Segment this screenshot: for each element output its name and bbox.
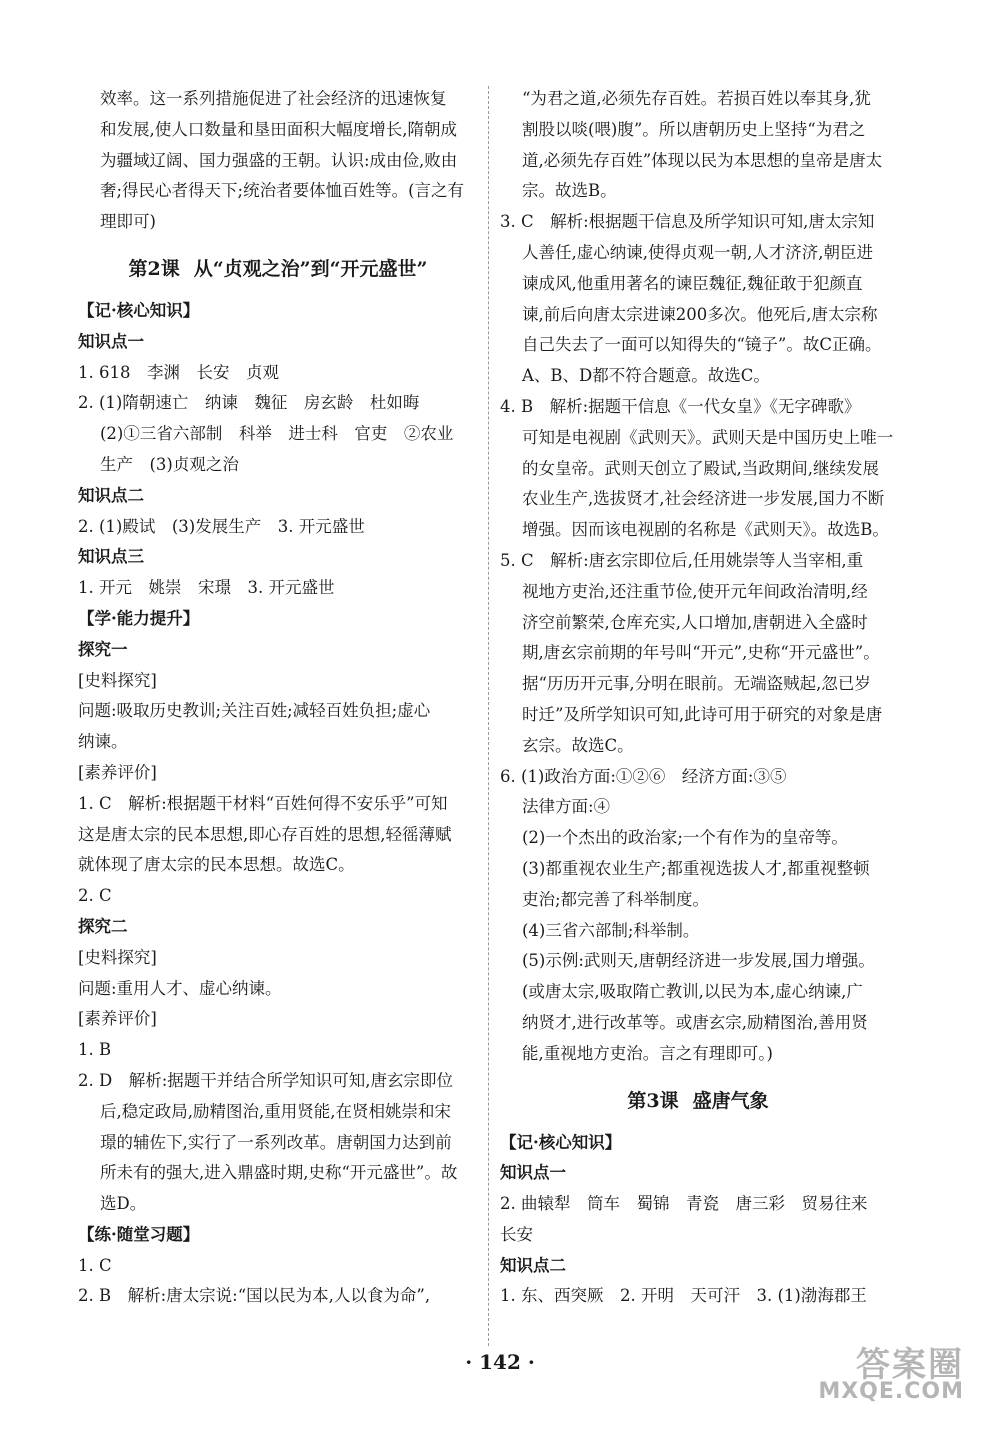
section-heading: 知识点一 xyxy=(500,1163,566,1183)
watermark-logo xyxy=(770,1337,970,1411)
right-column xyxy=(500,84,896,1312)
answer-line: 1. C 解析:根据题干材料“百姓何得不安乐乎”可知 xyxy=(78,793,448,813)
answer-line: 4. B 解析:据题干信息《一代女皇》《无字碑歌》 xyxy=(500,396,861,416)
answer-line: 6. (1)政治方面:①②⑥ 经济方面:③⑤ xyxy=(500,766,787,786)
answer-line: (2)①三省六部制 科举 进士科 官吏 ②农业 xyxy=(100,424,454,444)
lesson-name: 盛唐气象 xyxy=(692,1089,769,1112)
watermark-text: 答案圈 xyxy=(856,1345,964,1385)
answer-line: 1. B xyxy=(78,1040,112,1060)
answer-line: (2)一个杰出的政治家;一个有作为的皇帝等。 xyxy=(522,828,848,848)
answer-line: 吏治;都完善了科举制度。 xyxy=(522,889,710,909)
answer-line: 为疆域辽阔、国力强盛的王朝。认识:成由俭,败由 xyxy=(100,150,458,170)
left-column xyxy=(78,84,478,1312)
answer-line: 纳谏。 xyxy=(78,732,128,752)
answer-line: 纳贤才,进行改革等。或唐玄宗,励精图治,善用贤 xyxy=(522,1012,868,1032)
answer-line: “为君之道,必须先存百姓。若损百姓以奉其身,犹 xyxy=(522,89,871,108)
answer-line: 谏,前后向唐太宗进谏200多次。他死后,唐太宗称 xyxy=(522,304,878,324)
answer-line: 2. (1)殿试 (3)发展生产 3. 开元盛世 xyxy=(78,516,365,536)
column-divider xyxy=(488,86,489,1346)
answer-line: 效率。这一系列措施促进了社会经济的迅速恢复 xyxy=(100,89,447,108)
answer-line: 能,重视地方吏治。言之有理即可。) xyxy=(522,1043,773,1063)
answer-line: 道,必须先存百姓”体现以民为本思想的皇帝是唐太 xyxy=(522,150,883,170)
answer-line: 所未有的强大,进入鼎盛时期,史称“开元盛世”。故 xyxy=(100,1163,458,1183)
watermark-url: MXQE.COM xyxy=(818,1379,964,1404)
answer-line: 后,稳定政局,励精图治,重用贤能,在贤相姚崇和宋 xyxy=(100,1101,451,1121)
section-heading: 【练·随堂习题】 xyxy=(78,1224,200,1244)
answer-line: 1. 618 李渊 长安 贞观 xyxy=(78,362,279,382)
answer-line: 的女皇帝。武则天创立了殿试,当政期间,继续发展 xyxy=(522,458,879,478)
answer-line: 自己失去了一面可以知得失的“镜子”。故C正确。 xyxy=(522,335,882,355)
answer-line: (3)都重视农业生产;都重视选拔人才,都重视整顿 xyxy=(522,858,870,878)
answer-line: 生产 (3)贞观之治 xyxy=(100,454,239,474)
answer-line: 谏成风,他重用著名的谏臣魏征,魏征敢于犯颜直 xyxy=(522,273,863,293)
section-heading: 【记·核心知识】 xyxy=(78,300,200,320)
answer-line: 3. C 解析:根据题干信息及所学知识可知,唐太宗知 xyxy=(500,212,875,232)
page-number: · 142 · xyxy=(465,1350,535,1374)
answer-line: 和发展,使人口数量和垦田面积大幅度增长,隋朝成 xyxy=(100,119,457,139)
section-heading: 知识点二 xyxy=(500,1255,566,1275)
answer-line: 玄宗。故选C。 xyxy=(522,735,634,755)
answer-line: 这是唐太宗的民本思想,即心存百姓的思想,轻徭薄赋 xyxy=(78,824,452,844)
answer-line: [史料探究] xyxy=(78,947,157,967)
answer-line: 据“历历开元事,分明在眼前。无端盗贼起,忽已岁 xyxy=(522,674,871,694)
answer-line: [素养评价] xyxy=(78,762,157,782)
lesson-number: 第2课 xyxy=(128,257,180,280)
answer-line: 长安 xyxy=(500,1224,533,1244)
section-heading: 探究二 xyxy=(78,916,128,936)
answer-line: 割股以啖(喂)腹”。所以唐朝历史上坚持“为君之 xyxy=(522,119,866,139)
answer-line: A、B、D都不符合题意。故选C。 xyxy=(522,366,770,386)
lesson-name: 从“贞观之治”到“开元盛世” xyxy=(193,257,428,280)
lesson-title xyxy=(78,254,478,284)
answer-line: (5)示例:武则天,唐朝经济进一步发展,国力增强。 xyxy=(522,951,875,971)
answer-line: 视地方吏治,还注重节俭,使开元年间政治清明,经 xyxy=(522,581,868,601)
section-heading: 知识点三 xyxy=(78,547,144,567)
answer-line: 5. C 解析:唐玄宗即位后,任用姚崇等人当宰相,重 xyxy=(500,550,864,570)
section-heading: 探究一 xyxy=(78,639,128,659)
answer-line: 可知是电视剧《武则天》。武则天是中国历史上唯一 xyxy=(522,427,894,447)
answer-line: 人善任,虚心纳谏,使得贞观一朝,人才济济,朝臣进 xyxy=(522,242,873,262)
answer-line: 时迁”及所学知识可知,此诗可用于研究的对象是唐 xyxy=(522,704,883,724)
answer-line: 2. (1)隋朝速亡 纳谏 魏征 房玄龄 杜如晦 xyxy=(78,393,420,413)
lesson-title xyxy=(500,1086,896,1116)
answer-line: 选D。 xyxy=(100,1194,147,1214)
answer-line: 2. D 解析:据题干并结合所学知识可知,唐玄宗即位 xyxy=(78,1070,454,1090)
answer-line: (或唐太宗,吸取隋亡教训,以民为本,虚心纳谏,广 xyxy=(522,982,863,1002)
answer-line: 2. C xyxy=(78,886,112,906)
answer-line: 1. 东、西突厥 2. 开明 天可汗 3. (1)渤海郡王 xyxy=(500,1286,867,1306)
answer-line: 1. C xyxy=(78,1255,112,1275)
answer-line: 1. 开元 姚崇 宋璟 3. 开元盛世 xyxy=(78,578,335,598)
answer-line: 就体现了唐太宗的民本思想。故选C。 xyxy=(78,855,355,875)
answer-line: (4)三省六部制;科举制。 xyxy=(522,920,700,940)
answer-line: 问题:吸取历史教训;关注百姓;减轻百姓负担;虚心 xyxy=(78,701,431,721)
section-heading: 知识点一 xyxy=(78,331,144,351)
answer-line: 增强。因而该电视剧的名称是《武则天》。故选B。 xyxy=(522,520,889,540)
section-heading: 【记·核心知识】 xyxy=(500,1132,622,1152)
answer-line: 理即可) xyxy=(100,212,156,232)
answer-line: [史料探究] xyxy=(78,670,157,690)
answer-line: 法律方面:④ xyxy=(522,797,611,817)
answer-line: [素养评价] xyxy=(78,1009,157,1029)
answer-line: 期,唐玄宗前期的年号叫“开元”,史称“开元盛世”。 xyxy=(522,643,880,663)
answer-line: 奢;得民心者得天下;统治者要体恤百姓等。(言之有 xyxy=(100,181,465,201)
section-heading: 【学·能力提升】 xyxy=(78,608,200,628)
answer-line: 农业生产,选拔贤才,社会经济进一步发展,国力不断 xyxy=(522,489,885,509)
answer-line: 济空前繁荣,仓库充实,人口增加,唐朝进入全盛时 xyxy=(522,612,868,632)
answer-line: 2. 曲辕犁 筒车 蜀锦 青瓷 唐三彩 贸易往来 xyxy=(500,1194,868,1214)
answer-line: 2. B 解析:唐太宗说:“国以民为本,人以食为命”, xyxy=(78,1286,431,1306)
section-heading: 知识点二 xyxy=(78,485,144,505)
answer-line: 宗。故选B。 xyxy=(522,181,617,201)
answer-line: 问题:重用人才、虚心纳谏。 xyxy=(78,978,282,998)
answer-line: 璟的辅佐下,实行了一系列改革。唐朝国力达到前 xyxy=(100,1132,452,1152)
lesson-number: 第3课 xyxy=(627,1089,679,1112)
